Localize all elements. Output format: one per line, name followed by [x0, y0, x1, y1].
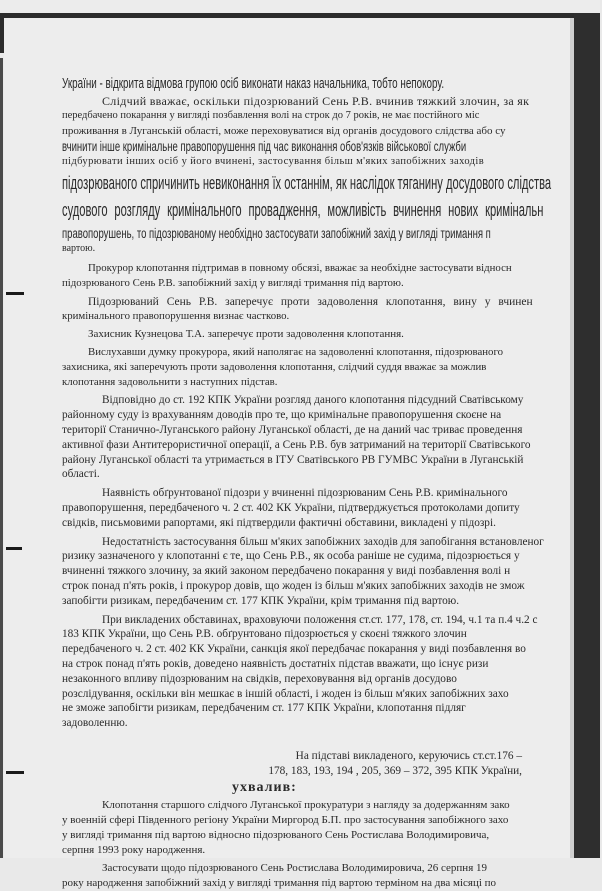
paragraph-line: ризику зазначеного у клопотанні є те, що Сень Р.В., як особа раніше не судима, підозрюється у: [62, 550, 520, 563]
paragraph-line: районному суду із врахуванням доводів про те, що кримінальне правопорушення скоєне на: [62, 409, 502, 422]
paragraph-line: свідків, письмовими рапортами, які підтвердили фактичні обставини, викладені у підозрі.: [62, 516, 496, 529]
paragraph-line: правопорушень, то підозрюваному необхідно застосувати запобіжний захід у вигляді тримання п: [62, 225, 491, 242]
scan-punch-mark: [6, 292, 24, 295]
paragraph-line: на строк понад п'ять років, доведено наявність достатніх підстав вважати, що існує ризи: [62, 657, 489, 670]
paragraph-line: вчинити інше кримінальне правопорушення під час виконання обов'язків військової служби: [62, 138, 467, 155]
paragraph-line: серпня 1993 року народження.: [62, 843, 206, 856]
paragraph-line: області.: [62, 468, 100, 481]
paragraph-line: При викладених обставинах, враховуючи положення ст.ст. 177, 178, ст. 194, ч.1 та п.4 ч.2 с: [102, 613, 538, 626]
paragraph-line: незаконного впливу підозрюваним на свідків, переховування від органів досудово: [62, 672, 457, 685]
paragraph-line: Наявність обґрунтованої підозри у вчиненні підозрюваним Сень Р.В. кримінального: [102, 487, 508, 500]
document-page: [4, 18, 570, 890]
paragraph-line: року народження запобіжний захід у вигляді тримання під вартою терміном на два місяці по: [62, 877, 497, 890]
paragraph-line: вчиненні тяжкого злочину, за який законом передбачено покарання у виді позбавлення волі н: [62, 565, 511, 578]
paragraph-line: у военній сфері Південного регіону України Миргород Б.П. про застосування запобіжного захо: [62, 814, 509, 827]
paragraph-line: України - відкрита відмова групою осіб виконати наказ начальника, тобто непокору.: [62, 76, 445, 92]
paragraph-line: захисника, які заперечують проти задоволення клопотання, слідчий суддя вважає за можлив: [62, 360, 487, 373]
paragraph-line: у вигляді тримання під вартою відносно підозрюваного Сень Ростислава Володимировича,: [62, 828, 490, 841]
paragraph-line: судового розгляду кримінального провадження, можливість вчинення нових кримінальн: [62, 200, 544, 221]
paragraph-line: Недостатність застосування більш м'яких запобіжних заходів для запобігання встановленог: [102, 535, 544, 548]
paragraph-line: Захисник Кузнецова Т.А. заперечує проти задоволення клопотання.: [88, 328, 404, 341]
paragraph-line: не зможе запобігти ризикам, передбаченим ст. 177 КПК України, клопотання підляг: [62, 702, 466, 715]
paragraph-line: передбачено покарання у вигляді позбавлення волі на строк до 7 років, не має постійного міс: [62, 109, 480, 121]
paragraph-line: правопорушення, передбаченого ч. 2 ст. 402 КК України, підтверджується протоколами допиту: [62, 501, 520, 514]
document-body: [62, 74, 602, 891]
scan-punch-mark: [6, 771, 24, 774]
paragraph-line: Вислухавши думку прокурора, який наполягає на задоволенні клопотання, підозрюваного: [88, 345, 503, 358]
paragraph-line: території Станично-Луганського району Луганської області, де на даний час триває проведення: [62, 423, 523, 436]
paragraph-line: Клопотання старшого слідчого Луганської прокуратури з нагляду за додержанням зако: [102, 799, 510, 812]
paragraph-line: проживання в Луганській області, може переховуватися від органів досудового слідства або су: [62, 124, 506, 137]
paragraph-line: району Луганської області та утримається в ІТУ Сватівського РВ ГУМВС України в Луганській: [62, 453, 524, 466]
paragraph-line: Підозрюваний Сень Р.В. заперечує проти задоволення клопотання, вину у вчинен: [88, 295, 533, 308]
paragraph-line: кримінального правопорушення визнає частково.: [62, 310, 290, 323]
paragraph-line: запобігти ризикам, передбаченим ст. 177 КПК України, крім тримання під вартою.: [62, 594, 460, 607]
paragraph-line: підбурювати інших осіб у його вчинені, застосування більш м'яких запобіжних заходів: [62, 156, 485, 168]
paragraph-line: підозрюваного спричинить невиконання їх останнім, як наслідок тяганину досудового слідства: [62, 173, 552, 194]
paragraph-line: Слідчий вважає, оскільки підозрюваний Сень Р.В. вчинив тяжкий злочин, за як: [102, 94, 530, 108]
paragraph-line: вартою.: [62, 243, 96, 255]
scan-top-margin: [0, 0, 600, 13]
paragraph-line: Застосувати щодо підозрюваного Сень Ростислава Володимировича, 26 серпня 19: [102, 862, 488, 875]
paragraph-line: На підставі викладеного, керуючись ст.ст.176 –: [295, 749, 522, 762]
paragraph-line: підозрюваного Сень Р.В. запобіжний захід у вигляді тримання під вартою.: [62, 276, 404, 289]
scan-left-edge: [0, 58, 3, 858]
paragraph-line: 183 КПК України, що Сень Р.В. обґрунтовано підозрюється у скоєні тяжкого злочин: [62, 628, 467, 641]
verdict-heading: ухвалив:: [232, 780, 297, 796]
paragraph-line: Відповідно до ст. 192 КПК України розгляд даного клопотання підсудний Сватівському: [102, 394, 524, 407]
paragraph-line: передбаченого ч. 2 ст. 402 КК України, санкція якої передбачає покарання у виді позбавлення во: [62, 643, 526, 656]
paragraph-line: розслідування, оскільки він мешкає в іншій області, і жоден із більш м'яких запобіжних захо: [62, 687, 509, 700]
scan-punch-mark: [6, 547, 22, 550]
paragraph-line: Прокурор клопотання підтримав в повному обсязі, вважає за необхідне застосувати відносн: [88, 261, 512, 274]
paragraph-line: активної фази Антитерористичної операції, а Сень Р.В. був затриманий на території Сватівського: [62, 438, 531, 451]
paragraph-line: строк понад п'ять років, і прокурор довів, що жоден із більш м'яких запобіжних заходів не змож: [62, 579, 525, 592]
paragraph-line: 178, 183, 193, 194 , 205, 369 – 372, 395 КПК України,: [268, 764, 522, 777]
paragraph-line: задоволенню.: [62, 717, 128, 730]
paragraph-line: клопотання задовольнити з наступних підстав.: [62, 375, 278, 388]
